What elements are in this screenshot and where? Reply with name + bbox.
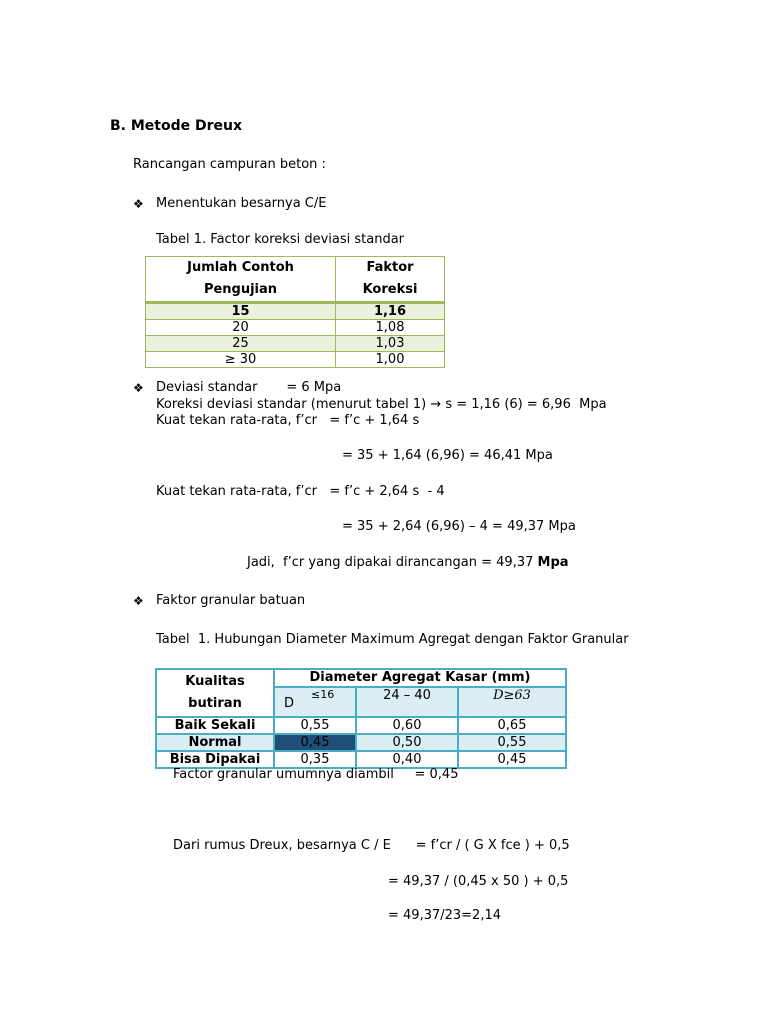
dreux-formula: Dari rumus Dreux, besarnya C / E = f’cr / ( G X fce ) + 0,5 — [173, 838, 570, 853]
granular-note: Factor granular umumnya diambil = 0,45 — [173, 767, 459, 782]
table-granular-factor — [155, 668, 567, 769]
bullet-cE: Menentukan besarnya C/E — [156, 196, 327, 211]
table2-caption: Tabel 1. Hubungan Diameter Maximum Agregat dengan Faktor Granular — [156, 632, 629, 647]
table-correction-factor — [145, 256, 445, 368]
table-row: Bisa Dipakai 0,35 0,40 0,45 — [156, 751, 566, 768]
fcr-result-1: = 35 + 1,64 (6,96) = 46,41 Mpa — [342, 448, 553, 463]
dreux-result: = 49,37/23=2,14 — [388, 908, 502, 923]
fcr-result-2: = 35 + 2,64 (6,96) – 4 = 49,37 Mpa — [342, 519, 576, 534]
bullet-diamond-icon: ❖ — [133, 594, 144, 608]
table-row: 20 1,08 — [146, 320, 445, 336]
dreux-step-2: = 49,37 / (0,45 x 50 ) + 0,5 — [388, 874, 569, 889]
table-row: 25 1,03 — [146, 336, 445, 352]
fcr-formula-2: Kuat tekan rata-rata, f’cr = f’c + 2,64 s - 4 — [156, 484, 445, 499]
bullet-granular: Faktor granular batuan — [156, 593, 306, 608]
bullet-diamond-icon: ❖ — [133, 381, 144, 395]
table2-sub-le16: D ≤16 — [274, 687, 356, 717]
fcr-conclusion: Jadi, f’cr yang dipakai dirancangan = 49,37 Mpa — [247, 555, 569, 570]
bullet-diamond-icon: ❖ — [133, 197, 144, 211]
table2-header-quality: Kualitas butiran — [156, 669, 274, 717]
table2-header-diameter: Diameter Agregat Kasar (mm) — [274, 669, 566, 687]
table-row: Baik Sekali 0,55 0,60 0,65 — [156, 717, 566, 734]
selected-value-cell: 0,45 — [274, 734, 356, 751]
fcr-formula-1: Kuat tekan rata-rata, f’cr = f’c + 1,64 s — [156, 413, 420, 428]
table-row: 15 1,16 — [146, 303, 445, 320]
table1-header-factor: Faktor Koreksi — [336, 257, 445, 303]
table1-header-samples: Jumlah Contoh Pengujian — [146, 257, 336, 303]
intro-text: Rancangan campuran beton : — [133, 157, 326, 172]
table-row: ≥ 30 1,00 — [146, 352, 445, 368]
table2-sub-ge63: D≥63 — [458, 687, 566, 717]
table2-sub-24-40: 24 – 40 — [356, 687, 458, 717]
std-deviation-line: Deviasi standar = 6 Mpa — [156, 380, 342, 395]
table1-caption: Tabel 1. Factor koreksi deviasi standar — [156, 232, 405, 247]
page-heading: B. Metode Dreux — [110, 118, 243, 134]
corrected-deviation-line: Koreksi deviasi standar (menurut tabel 1) → s = 1,16 (6) = 6,96 Mpa — [156, 397, 607, 412]
table-row: Normal 0,45 0,50 0,55 — [156, 734, 566, 751]
